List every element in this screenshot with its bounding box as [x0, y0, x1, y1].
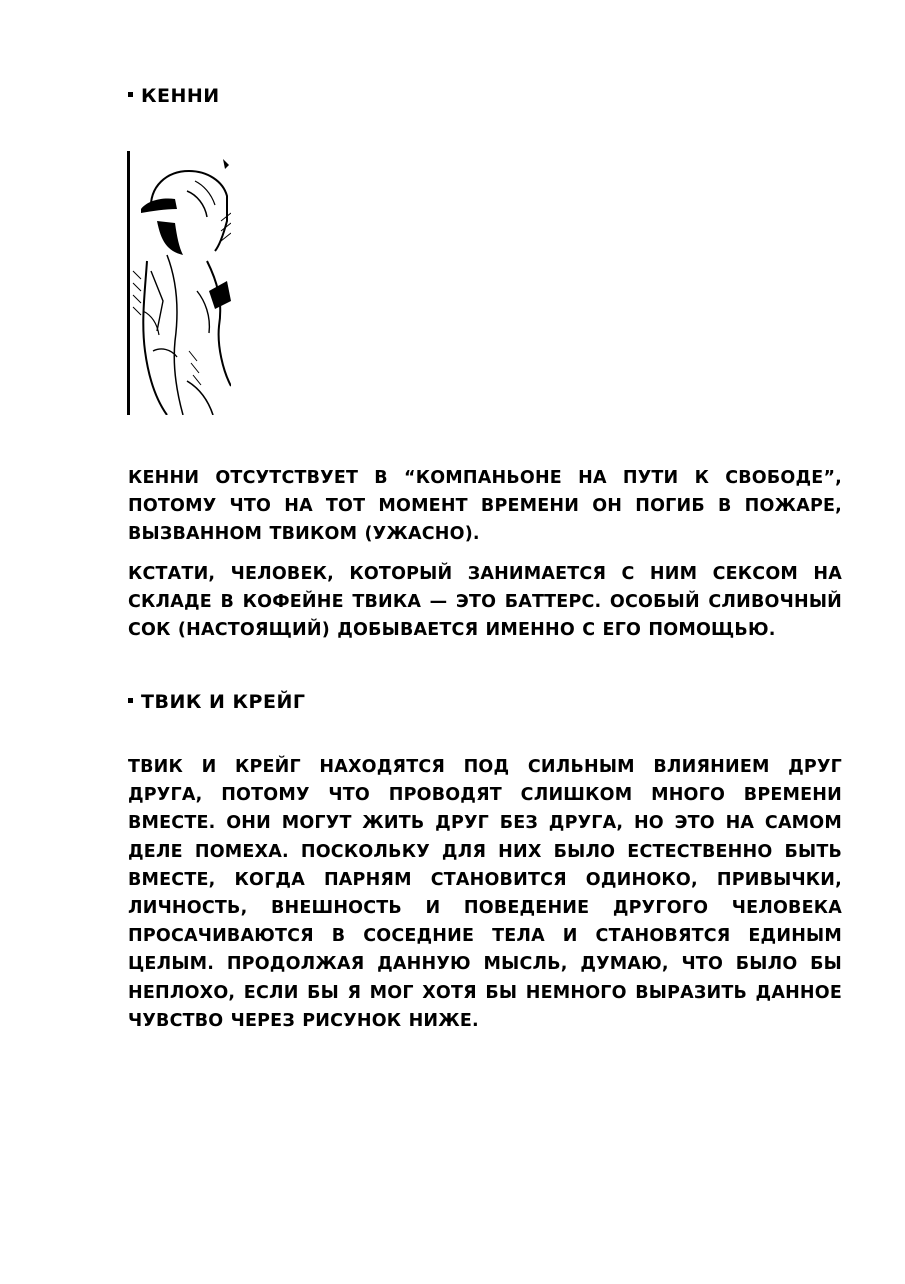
section-heading-text: ТВИК И КРЕЙГ [141, 691, 306, 713]
section-heading-text: КЕННИ [141, 85, 220, 107]
kenny-manga-panel-icon [127, 151, 231, 415]
kenny-paragraph-2: КСТАТИ, ЧЕЛОВЕК, КОТОРЫЙ ЗАНИМАЕТСЯ С НИМ СЕКСОМ НА СКЛАДЕ В КОФЕЙНЕ ТВИКА — ЭТО БАТТЕРС. ОСОБЫЙ СЛИВОЧНЫЙ СОК (НАСТОЯЩИЙ) ДОБЫВАЕТСЯ ИМЕННО С ЕГО ПОМОЩЬЮ. [128, 564, 842, 641]
section-heading-kenny [128, 84, 220, 108]
kenny-illustration [127, 151, 231, 415]
kenny-paragraph-1: КЕННИ ОТСУТСТВУЕТ В “КОМПАНЬОНЕ НА ПУТИ К СВОБОДЕ”, ПОТОМУ ЧТО НА ТОТ МОМЕНТ ВРЕМЕНИ ОН ПОГИБ В ПОЖАРЕ, ВЫЗВАННОМ ТВИКОМ (УЖАСНО). [128, 468, 842, 545]
section-heading-tweek-craig [128, 690, 305, 714]
bullet-icon [128, 698, 133, 703]
tweek-craig-paragraph: ТВИК И КРЕЙГ НАХОДЯТСЯ ПОД СИЛЬНЫМ ВЛИЯНИЕМ ДРУГ ДРУГА, ПОТОМУ ЧТО ПРОВОДЯТ СЛИШКОМ МНОГО ВРЕМЕНИ ВМЕСТЕ. ОНИ МОГУТ ЖИТЬ ДРУГ БЕЗ ДРУГА, НО ЭТО НА САМОМ ДЕЛЕ ПОМЕХА. ПОСКОЛЬКУ ДЛЯ НИХ БЫЛО ЕСТЕСТВЕННО БЫТЬ ВМЕСТЕ, КОГДА ПАРНЯМ СТАНОВИТСЯ ОДИНОКО, ПРИВЫЧКИ, ЛИЧНОСТЬ, ВНЕШНОСТЬ И ПОВЕДЕНИЕ ДРУГОГО ЧЕЛОВЕКА ПРОСАЧИВАЮТСЯ В СОСЕДНИЕ ТЕЛА И СТАНОВЯТСЯ ЕДИНЫМ ЦЕЛЫМ. ПРОДОЛЖАЯ ДАННУЮ МЫСЛЬ, ДУМАЮ, ЧТО БЫЛО БЫ НЕПЛОХО, ЕСЛИ БЫ Я МОГ ХОТЯ БЫ НЕМНОГО ВЫРАЗИТЬ ДАННОЕ ЧУВСТВО ЧЕРЕЗ РИСУНОК НИЖЕ. [128, 757, 842, 1031]
bullet-icon [128, 92, 133, 97]
